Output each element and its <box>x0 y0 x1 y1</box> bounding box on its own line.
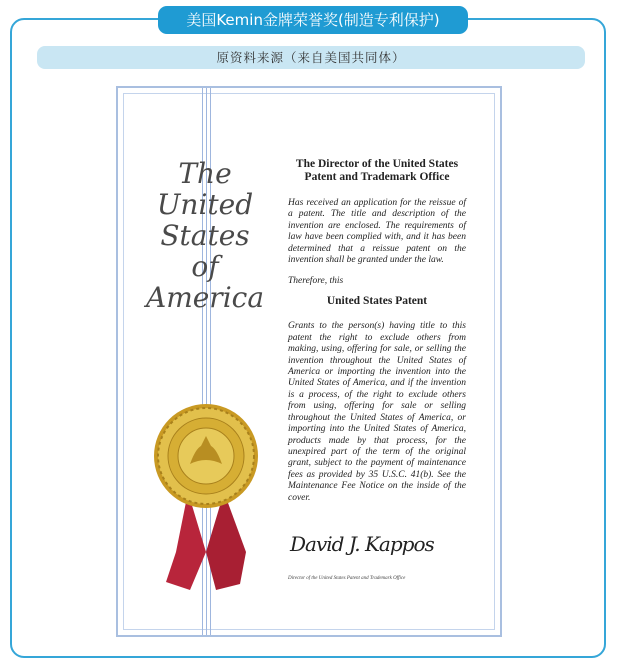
country-line: States <box>160 219 250 252</box>
source-caption: 原资料来源（来自美国共同体） <box>37 46 585 69</box>
country-line: America <box>145 281 265 314</box>
certificate-text-column <box>288 158 466 504</box>
country-line: The <box>178 157 232 190</box>
therefore-text: Therefore, this <box>288 276 344 287</box>
country-title <box>145 158 265 313</box>
certificate-heading: The Director of the United States Patent and Trademark Office <box>295 158 459 183</box>
patent-title: United States Patent <box>326 295 428 308</box>
grant-paragraph: Grants to the person(s) having title to this patent the right to exclude others from making, using, offering for sale, or selling the invention throughout the United States of America or importing the invention into the United States of America, and if the invention is a process, of the right to exclude others from using, offering for sale or selling throughout the United States of America, or importing into the United States of America, products made by that process, for the unexpired part of the term of the original grant, subject to the payment of maintenance fees as provided by 35 U.S.C. 41(b). See the Maintenance Fee Notice on the inside of the cover. <box>288 321 466 503</box>
gold-seal-icon <box>146 402 266 592</box>
seal-starburst <box>154 404 258 508</box>
section-title: 美国Kemin金牌荣誉奖(制造专利保护) <box>158 6 468 34</box>
intro-paragraph: Has received an application for the reissue of a patent. The title and description of the invention are enclosed. The requirements of law have been complied with, and it has been determined that a reissue patent on the invention shall be granted under the law. <box>288 198 466 266</box>
patent-certificate <box>116 86 502 637</box>
country-line: United <box>156 188 254 221</box>
country-line: of <box>191 250 219 283</box>
signature-caption: Director of the United States Patent and Trademark Office <box>288 576 406 581</box>
signature: David J. Kappos <box>290 532 434 556</box>
